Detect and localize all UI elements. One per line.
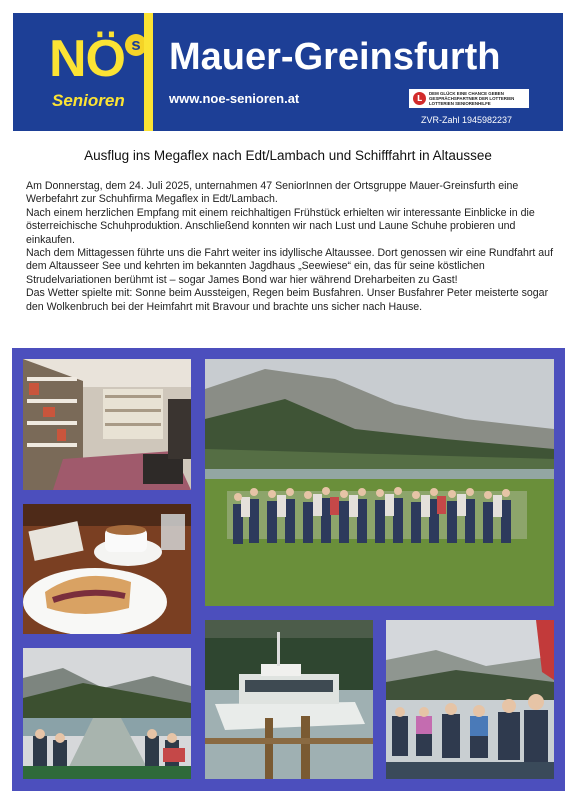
photo-seniors-boat: [386, 620, 554, 779]
photo-boat-dock: [205, 620, 373, 779]
group-of-people: [227, 487, 527, 544]
sponsor-logo: [409, 89, 529, 108]
photo-shoe-store: [23, 359, 191, 490]
website-link[interactable]: www.noe-senioren.at: [169, 91, 300, 106]
article-paragraph: Nach dem Mittagessen führte uns die Fahrt weiter ins idyllische Altaussee. Dort genossen wir eine Rundfahrt auf dem Altausseer See und kehrten im bekannten Jagdhaus „Seewiese“ ein, das für seine köstlichen Strudelvariationen berühmt ist – sogar James Bond war hier während Dreharbeiten zu Gast!: [26, 247, 554, 286]
sponsor-line-1: DEM GLÜCK EINE CHANCE GEBEN: [429, 91, 504, 96]
logo-s-badge: s: [125, 34, 147, 56]
logo-divider-bar: [144, 13, 153, 131]
photo-boat-deck: [23, 648, 191, 779]
logo-noe: NÖ: [49, 30, 125, 88]
zvr-number: ZVR-Zahl 1945982237: [421, 115, 513, 125]
logo-senioren: Senioren: [52, 91, 125, 110]
article-body: [26, 180, 554, 314]
header-banner: [13, 13, 563, 131]
photo-gallery: [12, 348, 565, 791]
page-title: Mauer-Greinsfurth: [169, 36, 501, 78]
sponsor-line-2: GESPRÄCHSPARTNER DER LOTTERIEN: [429, 96, 515, 101]
article-paragraph: Am Donnerstag, dem 24. Juli 2025, unternahmen 47 SeniorInnen der Ortsgruppe Mauer-Greinsfurth eine Werbefahrt zur Schuhfirma Megaflex in Edt/Lambach.: [26, 180, 519, 206]
sponsor-line-3: LOTTERIEN SENIORENHILFE: [429, 101, 491, 106]
article-paragraph: Nach einem herzlichen Empfang mit einem reichhaltigen Frühstück erhielten wir interessante Einblicke in die österreichische Schuhproduktion. Anschließend konnten wir nach Lust und Laune Schuhe probieren und einkaufen.: [26, 206, 535, 246]
photo-group-lake: [205, 359, 554, 606]
lotterien-icon: L: [413, 92, 426, 105]
article-headline: Ausflug ins Megaflex nach Edt/Lambach und Schifffahrt in Altaussee: [84, 148, 492, 163]
photo-strudel-coffee: [23, 504, 191, 634]
article-paragraph: Das Wetter spielte mit: Sonne beim Aussteigen, Regen beim Busfahren. Unser Busfahrer Peter meisterte sogar den Wolkenbruch bei der Heimfahrt mit Bravour und brachte uns sicher nach Hause.: [26, 287, 549, 313]
